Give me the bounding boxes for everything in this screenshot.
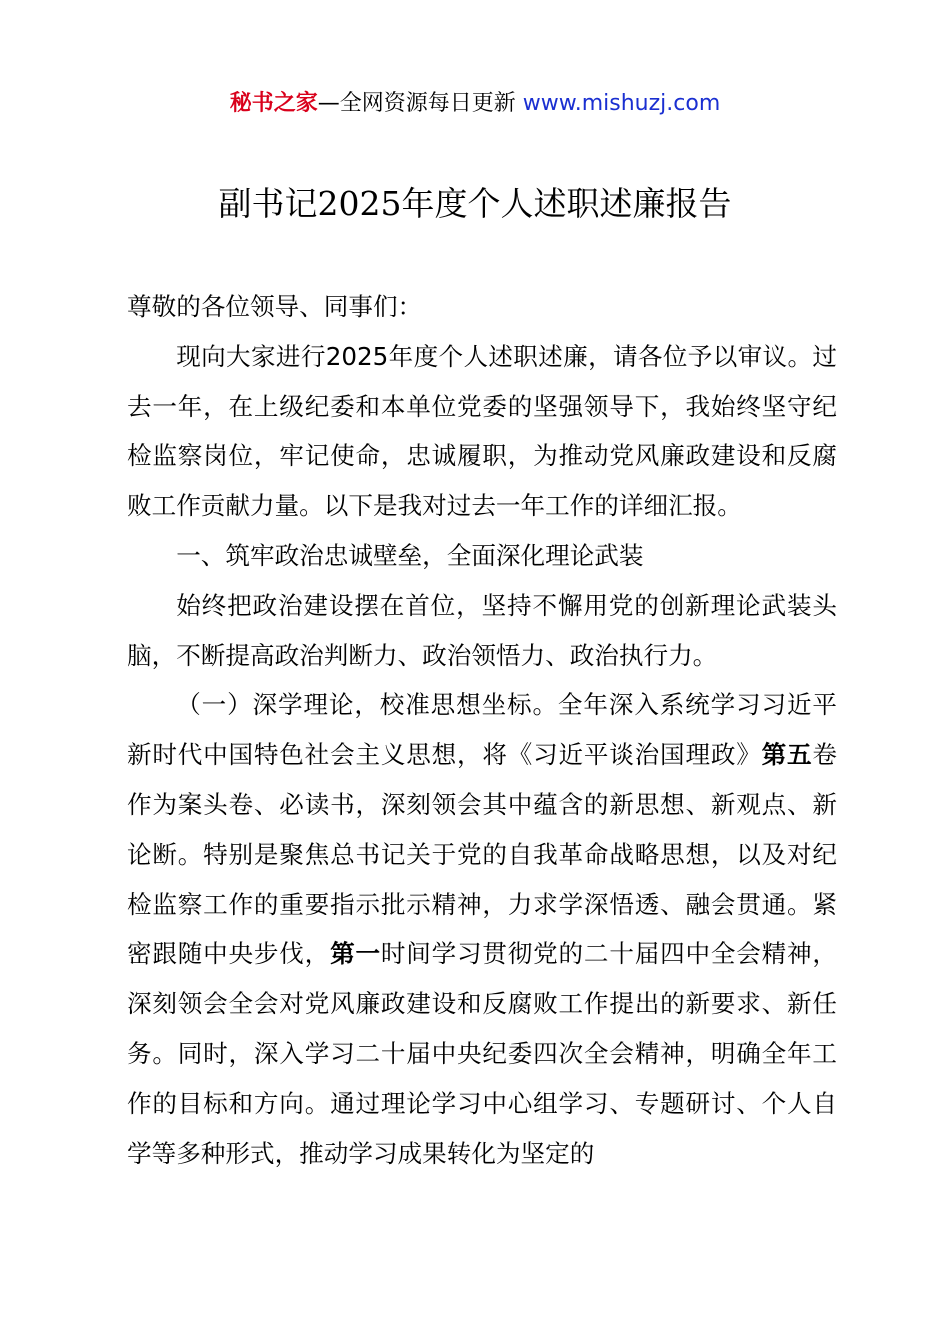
header-slogan: 全网资源每日更新 [339, 91, 516, 116]
intro-paragraph: 现向大家进行2025年度个人述职述廉，请各位予以审议。过去一年，在上级纪委和本单位党委的坚强领导下，我始终坚守纪检监察岗位，牢记使命，忠诚履职，为推动党风廉政建设和反腐败工作贡献力量。以下是我对过去一年工作的详细汇报。 [127, 341, 837, 521]
section-intro-paragraph: 始终把政治建设摆在首位，坚持不懈用党的创新理论武装头脑，不断提高政治判断力、政治领悟力、政治执行力。 [127, 590, 837, 670]
paragraph-text: 时间学习贯彻党的二十届四中全会精神，深刻领会全会对党风廉政建设和反腐败工作提出的新要求、新任务。同时，深入学习二十届中央纪委四次全会精神，明确全年工作的目标和方向。通过理论学习中心组学习、专题研讨、个人自学等多种形式，推动学习成果转化为坚定的 [127, 939, 837, 1168]
site-brand[interactable]: 秘书之家 [229, 91, 318, 116]
bold-text: 第一 [330, 939, 381, 969]
site-url-link[interactable]: www.mishuzj.com [522, 91, 721, 116]
paragraph-text: 卷作为案头卷、必读书，深刻领会其中蕴含的新思想、新观点、新论断。特别是聚焦总书记关于党的自我革命战略思想，以及对纪检监察工作的重要指示批示精神，力求学深悟透、融会贯通。紧密跟随中央步伐， [127, 740, 837, 969]
bold-text: 第五 [761, 740, 813, 770]
document-body [127, 282, 837, 1178]
site-header [0, 88, 950, 120]
study-theory-paragraph [127, 680, 837, 1178]
section-heading: 一、筑牢政治忠诚壁垒，全面深化理论武装 [176, 540, 644, 570]
document-title: 副书记2025年度个人述职述廉报告 [218, 184, 732, 223]
header-separator: — [317, 91, 340, 116]
paragraph-text: （一）深学理论，校准思想坐标。全年深入系统学习习近平新时代中国特色社会主义思想，将《习近平谈治国理政》 [127, 690, 837, 770]
salutation: 尊敬的各位领导、同事们： [127, 292, 423, 321]
